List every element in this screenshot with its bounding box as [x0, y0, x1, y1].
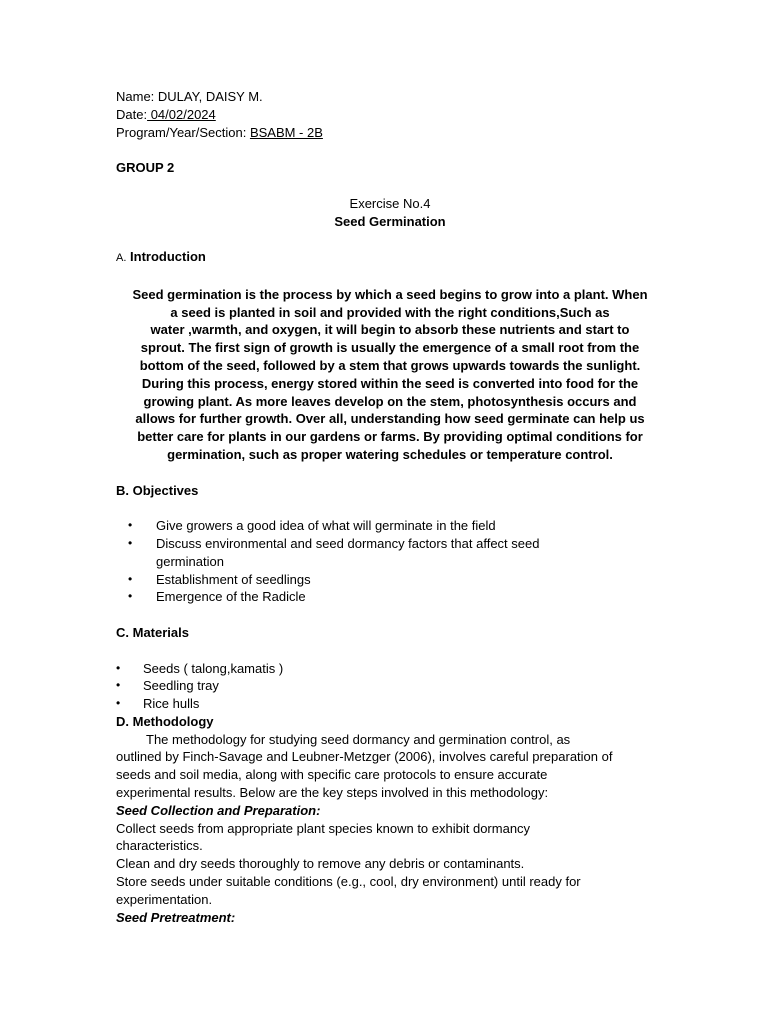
methodology-heading: D. Methodology — [116, 713, 214, 729]
methodology-line: experimental results. Below are the key steps involved in this methodology: — [116, 785, 549, 801]
bullet-icon: • — [128, 589, 133, 604]
intro-line: water ,warmth, and oxygen, it will begin to absorb these nutrients and start to — [150, 322, 630, 338]
methodology-line: Collect seeds from appropriate plant species known to exhibit dormancy — [116, 820, 531, 836]
intro-line: Seed germination is the process by which a seed begins to grow into a plant. When — [132, 286, 648, 302]
list-item: • Rice hulls — [116, 696, 200, 712]
topic-title: Seed Germination — [334, 213, 446, 229]
bullet-icon: • — [116, 660, 121, 675]
list-item: • Seeds ( talong,kamatis ) — [116, 660, 284, 676]
methodology-line: outlined by Finch-Savage and Leubner-Metzger (2006), involves careful preparation of — [116, 749, 613, 765]
list-item: • Establishment of seedlings — [128, 571, 311, 587]
intro-line: a seed is planted in soil and provided with the right conditions,Such as — [170, 304, 610, 320]
methodology-line: Clean and dry seeds thoroughly to remove any debris or contaminants. — [116, 856, 525, 872]
intro-line: bottom of the seed, followed by a stem that grows upwards towards the sunlight. — [139, 357, 641, 373]
intro-line: better care for plants in our gardens or farms. By providing optimal conditions for — [137, 429, 643, 445]
methodology-line: characteristics. — [116, 838, 203, 854]
intro-line: During this process, energy stored within the seed is converted into food for the — [141, 375, 639, 391]
seed-pretreatment-heading: Seed Pretreatment: — [116, 909, 236, 925]
materials-list — [116, 660, 664, 713]
intro-line: growing plant. As more leaves develop on the stem, photosynthesis occurs and — [143, 393, 637, 409]
methodology-line: The methodology for studying seed dormancy and germination control, as — [146, 731, 571, 747]
intro-heading-text: Introduction — [130, 249, 206, 265]
list-item: • Emergence of the Radicle — [128, 589, 306, 605]
list-item: • Give growers a good idea of what will germinate in the field — [128, 518, 496, 534]
intro-paragraph — [116, 286, 664, 464]
bullet-icon: • — [116, 678, 121, 693]
intro-line: germination, such as proper watering schedules or temperature control. — [167, 446, 613, 462]
list-item: • Seedling tray — [116, 678, 219, 694]
intro-line: sprout. The first sign of growth is usually the emergence of a small root from the — [140, 340, 640, 356]
bullet-icon: • — [116, 696, 121, 711]
program-label: Program/Year/Section: — [116, 124, 250, 140]
bullet-icon: • — [128, 535, 133, 550]
methodology-line: Store seeds under suitable conditions (e.g., cool, dry environment) until ready for — [116, 874, 581, 890]
document-page — [116, 88, 664, 926]
methodology-intro — [116, 731, 664, 802]
seed-collection-text — [116, 820, 664, 909]
objectives-list — [116, 517, 664, 606]
date-value: 04/02/2024 — [147, 106, 216, 122]
bullet-icon: • — [128, 518, 133, 533]
intro-line: allows for further growth. Over all, understanding how seed germinate can help us — [135, 411, 645, 427]
list-item: • Discuss environmental and seed dormancy factors that affect seed — [128, 535, 540, 551]
bullet-icon: • — [128, 571, 133, 586]
intro-letter: A. — [116, 252, 127, 265]
list-item-continuation: germination — [156, 553, 224, 569]
methodology-line: seeds and soil media, along with specific care protocols to ensure accurate — [116, 767, 548, 783]
name-line: Name: DULAY, DAISY M. — [116, 89, 263, 104]
materials-heading: C. Materials — [116, 624, 189, 640]
exercise-title: Exercise No.4 — [349, 195, 431, 211]
seed-collection-heading: Seed Collection and Preparation: — [116, 802, 321, 818]
group-label: GROUP 2 — [116, 160, 175, 176]
objectives-heading: B. Objectives — [116, 482, 199, 498]
date-label: Date: — [116, 106, 148, 122]
program-line — [116, 124, 664, 142]
date-line — [116, 106, 664, 124]
program-value: BSABM - 2B — [249, 124, 323, 140]
methodology-line: experimentation. — [116, 891, 213, 907]
intro-heading — [116, 248, 664, 268]
